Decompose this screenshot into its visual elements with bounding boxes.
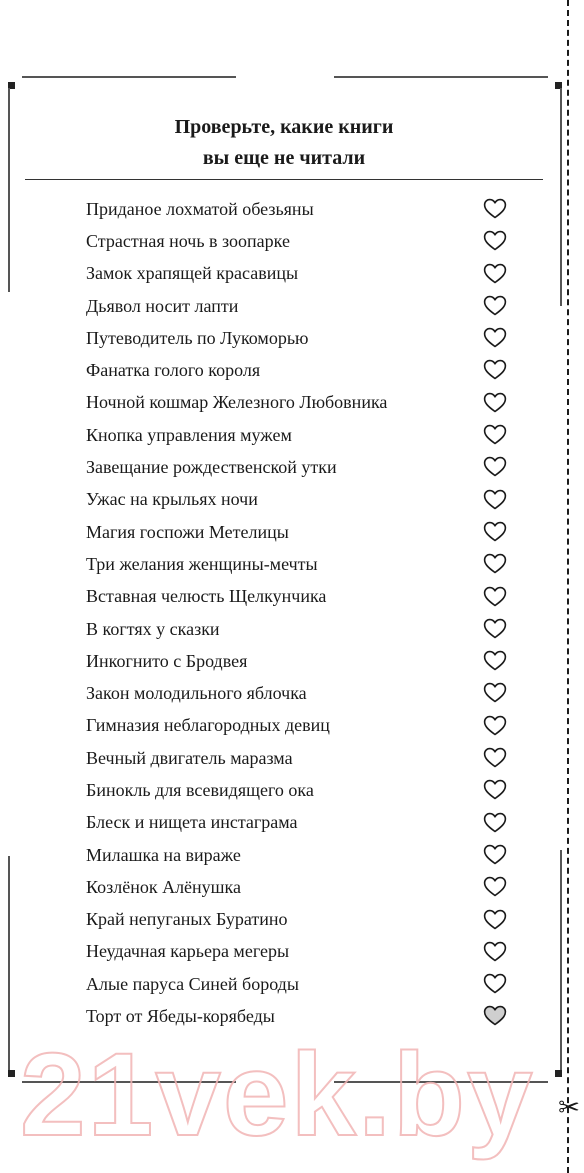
book-item <box>86 225 516 257</box>
heart-outline-icon[interactable] <box>483 294 507 318</box>
heart-outline-icon[interactable] <box>483 617 507 641</box>
heart-outline-icon[interactable] <box>483 811 507 835</box>
book-item <box>86 258 516 290</box>
heart-outline-icon[interactable] <box>483 681 507 705</box>
heart-outline-icon[interactable] <box>483 455 507 479</box>
book-item <box>86 387 516 419</box>
heart-outline-icon[interactable] <box>483 423 507 447</box>
heart-outline-icon[interactable] <box>483 326 507 350</box>
book-title: Путеводитель по Лукоморью <box>86 327 309 348</box>
book-title: Замок храпящей красавицы <box>86 263 299 284</box>
book-item <box>86 774 516 806</box>
book-item <box>86 1000 516 1032</box>
heart-outline-icon[interactable] <box>483 229 507 253</box>
heading-line-1: Проверьте, какие книги <box>174 116 394 138</box>
heart-outline-icon[interactable] <box>483 358 507 382</box>
heart-outline-icon[interactable] <box>483 520 507 544</box>
book-title: В когтях у сказки <box>86 618 220 639</box>
book-title: Козлёнок Алёнушка <box>86 876 241 897</box>
book-item <box>86 354 516 386</box>
book-title: Бинокль для всевидящего ока <box>86 779 314 800</box>
page-heading <box>25 112 543 174</box>
book-title: Ночной кошмар Железного Любовника <box>86 392 388 413</box>
frame-line <box>8 88 10 292</box>
book-title: Гимназия неблагородных девиц <box>86 715 330 736</box>
book-item <box>86 290 516 322</box>
book-title: Блеск и нищета инстаграма <box>86 812 298 833</box>
heart-filled-icon[interactable] <box>483 1004 507 1028</box>
book-item <box>86 193 516 225</box>
frame-line <box>560 88 562 306</box>
heart-outline-icon[interactable] <box>483 552 507 576</box>
book-item <box>86 516 516 548</box>
book-item <box>86 968 516 1000</box>
book-title: Вечный двигатель маразма <box>86 747 293 768</box>
book-title: Инкогнито с Бродвея <box>86 650 248 671</box>
book-item <box>86 710 516 742</box>
heart-outline-icon[interactable] <box>483 585 507 609</box>
book-item <box>86 322 516 354</box>
book-title: Кнопка управления мужем <box>86 424 292 445</box>
watermark-logo: 21vek.by <box>20 1029 535 1161</box>
heart-outline-icon[interactable] <box>483 197 507 221</box>
heart-outline-icon[interactable] <box>483 972 507 996</box>
book-item <box>86 871 516 903</box>
book-item <box>86 839 516 871</box>
heart-outline-icon[interactable] <box>483 778 507 802</box>
book-title: Закон молодильного яблочка <box>86 683 307 704</box>
book-item <box>86 645 516 677</box>
frame-line <box>22 76 236 78</box>
book-title: Завещание рождественской утки <box>86 457 337 478</box>
book-title: Неудачная карьера мегеры <box>86 941 290 962</box>
book-item <box>86 419 516 451</box>
book-title: Ужас на крыльях ночи <box>86 489 258 510</box>
frame-line <box>560 850 562 1070</box>
heart-outline-icon[interactable] <box>483 746 507 770</box>
heart-outline-icon[interactable] <box>483 843 507 867</box>
cut-line <box>567 0 569 1173</box>
book-item <box>86 742 516 774</box>
book-item <box>86 677 516 709</box>
frame-line <box>334 76 548 78</box>
heart-outline-icon[interactable] <box>483 875 507 899</box>
book-title: Край непуганых Буратино <box>86 909 288 930</box>
heart-outline-icon[interactable] <box>483 649 507 673</box>
heart-outline-icon[interactable] <box>483 262 507 286</box>
book-item <box>86 581 516 613</box>
heading-divider <box>25 179 543 180</box>
heart-outline-icon[interactable] <box>483 940 507 964</box>
book-title: Торт от Ябеды-корябеды <box>86 1006 275 1027</box>
book-checklist <box>86 193 516 1033</box>
book-item <box>86 807 516 839</box>
book-title: Три желания женщины-мечты <box>86 553 318 574</box>
frame-corner <box>8 1070 15 1077</box>
book-item <box>86 936 516 968</box>
heart-outline-icon[interactable] <box>483 488 507 512</box>
heart-outline-icon[interactable] <box>483 391 507 415</box>
frame-line <box>8 856 10 1070</box>
book-title: Фанатка голого короля <box>86 360 261 381</box>
book-item <box>86 451 516 483</box>
book-title: Вставная челюсть Щелкунчика <box>86 586 327 607</box>
heading-line-2: вы еще не читали <box>202 147 366 169</box>
book-item <box>86 484 516 516</box>
book-title: Магия госпожи Метелицы <box>86 521 289 542</box>
heart-outline-icon[interactable] <box>483 908 507 932</box>
heart-outline-icon[interactable] <box>483 714 507 738</box>
scissors-icon: ✂ <box>558 1093 580 1123</box>
book-title: Страстная ночь в зоопарке <box>86 230 290 251</box>
book-item <box>86 613 516 645</box>
book-title: Милашка на вираже <box>86 844 241 865</box>
book-item <box>86 904 516 936</box>
book-title: Приданое лохматой обезьяны <box>86 198 314 219</box>
book-title: Дьявол носит лапти <box>86 295 239 316</box>
book-item <box>86 548 516 580</box>
book-title: Алые паруса Синей бороды <box>86 973 299 994</box>
